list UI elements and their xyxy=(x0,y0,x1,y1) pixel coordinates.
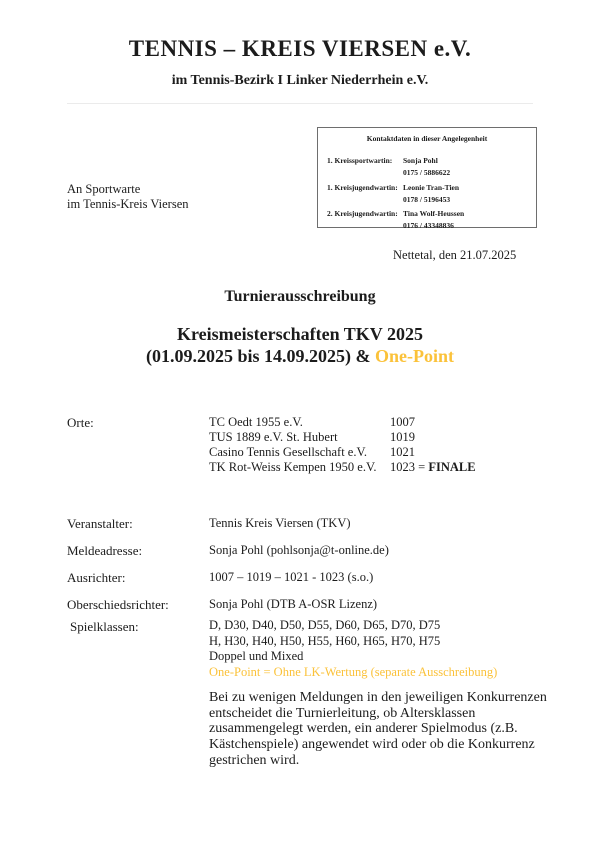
detail-label: Meldeadresse: xyxy=(67,543,143,558)
header-divider xyxy=(67,103,533,104)
recipient-address xyxy=(67,182,189,211)
spielklassen-line: D, D30, D40, D50, D55, D60, D65, D70, D75 xyxy=(209,618,441,632)
venue-name: TC Oedt 1955 e.V. xyxy=(209,415,303,429)
org-subtitle: im Tennis-Bezirk I Linker Niederrhein e.V. xyxy=(171,73,429,88)
title-date-range: (01.09.2025 bis 14.09.2025) & xyxy=(146,346,375,366)
venue-name: TK Rot-Weiss Kempen 1950 e.V. xyxy=(209,460,377,474)
contact-role: 1. Kreissportwartin: xyxy=(327,156,393,165)
detail-value: Sonja Pohl (DTB A-OSR Lizenz) xyxy=(209,597,378,611)
detail-value: Sonja Pohl (pohlsonja@t-online.de) xyxy=(209,543,389,557)
venue-row xyxy=(209,460,476,475)
venue-code: 1023 = FINALE xyxy=(390,460,476,474)
venue-name: TUS 1889 e.V. St. Hubert xyxy=(209,430,338,444)
detail-value: 1007 – 1019 – 1021 - 1023 (s.o.) xyxy=(209,570,374,584)
recipient-line: im Tennis-Kreis Viersen xyxy=(67,196,189,211)
detail-label: Oberschiedsrichter: xyxy=(67,597,169,612)
venue-name: Casino Tennis Gesellschaft e.V. xyxy=(209,445,368,459)
doc-type-title: Turnierausschreibung xyxy=(224,288,376,305)
detail-value: Tennis Kreis Viersen (TKV) xyxy=(209,516,351,530)
venue-finale-flag: FINALE xyxy=(428,460,476,474)
venue-row xyxy=(209,445,415,460)
main-title: Kreismeisterschaften TKV 2025 xyxy=(177,324,423,344)
recipient-line: An Sportwarte xyxy=(67,182,141,196)
detail-label: Veranstalter: xyxy=(67,516,133,531)
spielklassen-line: H, H30, H40, H50, H55, H60, H65, H70, H75 xyxy=(209,633,441,648)
spielklassen-list xyxy=(209,618,497,680)
one-point-note: One-Point = Ohne LK-Wertung (separate Ausschreibung) xyxy=(209,664,498,679)
contact-name: Leonie Tran-Tien xyxy=(403,183,460,192)
venue-code: 1019 xyxy=(390,430,415,444)
org-title: TENNIS – KREIS VIERSEN e.V. xyxy=(128,36,472,61)
detail-label: Ausrichter: xyxy=(67,570,126,585)
contact-name: Sonja Pohl xyxy=(403,156,438,165)
venue-row xyxy=(209,430,415,445)
main-title-line2 xyxy=(0,346,600,367)
contact-box-title: Kontaktdaten in dieser Angelegenheit xyxy=(366,134,488,143)
tournament-note: Bei zu wenigen Meldungen in den jeweiligen Konkurrenzen entscheidet die Turnierleitung, ob Altersklassen zusammengelegt werden, ein anderer Spielmodus (z.B. Kästchenspiele) angewendet wird oder ob die Konkurrenz gestrichen wird. xyxy=(209,690,547,768)
one-point-highlight: One-Point xyxy=(375,346,454,366)
contact-phone: 0176 / 43348836 xyxy=(403,221,454,230)
contact-role: 1. Kreisjugendwartin: xyxy=(327,183,398,192)
contact-role: 2. Kreisjugendwartin: xyxy=(327,209,398,218)
contact-box xyxy=(317,127,537,228)
contact-phone: 0175 / 5886622 xyxy=(403,168,451,177)
contact-phone: 0178 / 5196453 xyxy=(403,195,451,204)
spielklassen-line: Doppel und Mixed xyxy=(209,649,304,663)
venue-code: 1021 xyxy=(390,445,415,459)
venue-row xyxy=(209,415,415,430)
venue-code: 1007 xyxy=(390,415,415,429)
contact-name: Tina Wolf-Heussen xyxy=(403,209,465,218)
spielklassen-label: Spielklassen: xyxy=(70,619,139,634)
date-line: Nettetal, den 21.07.2025 xyxy=(393,248,517,262)
venues-label: Orte: xyxy=(67,415,94,430)
